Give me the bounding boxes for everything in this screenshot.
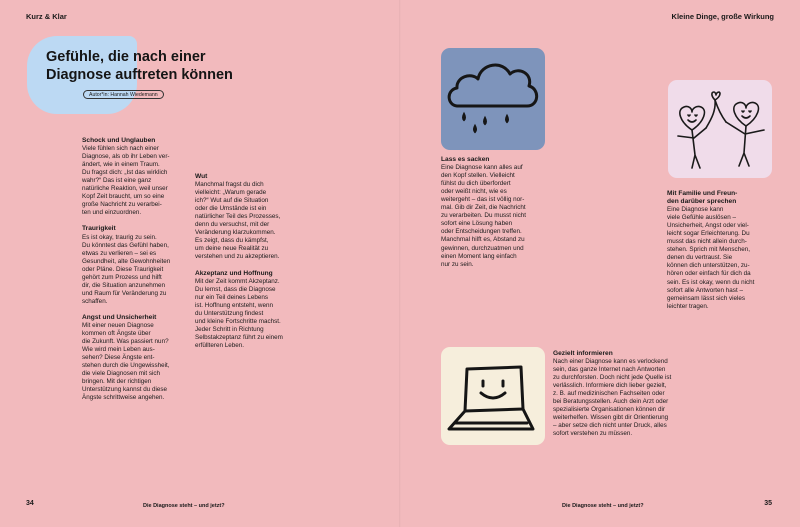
text-line: oder die Umstände ist ein — [195, 205, 267, 213]
text-line: Du könntest das Gefühl haben, — [82, 241, 169, 249]
text-line: Du fragst dich: „Ist das wirklich — [82, 169, 168, 177]
text-line: viele Gefühle auslösen – — [667, 214, 736, 222]
text-line: – aber setze dich nicht unter Druck, alles — [553, 422, 667, 430]
text-line: fühlst du dich überfordert — [441, 180, 511, 188]
text-line: stehen. Sprich mit Menschen, — [667, 246, 750, 254]
raindrop — [506, 116, 508, 122]
text-line: Unsicherheit, Angst oder viel- — [667, 222, 749, 230]
text-line: sofort eine Lösung haben — [441, 220, 513, 228]
section-body — [553, 358, 703, 438]
text-line: natürlicher Teil des Prozesses, — [195, 213, 281, 221]
section-body — [195, 181, 305, 261]
text-line: Wie wird mein Leben aus- — [82, 346, 155, 354]
text-line: gemeinsam lässt sich vieles — [667, 294, 746, 302]
text-line: den Kopf stellen. Vielleicht — [441, 172, 515, 180]
text-line: einen Moment lang einfach — [441, 252, 517, 260]
text-line: Mit der Zeit kommt Akzeptanz. — [195, 277, 280, 285]
text-line: nur ein Teil deines Lebens — [195, 293, 269, 301]
column-right-2 — [667, 190, 775, 319]
text-line: oder Pläne. Diese Traurigkeit — [82, 265, 164, 273]
text-line: etwas zu verlieren – sei es — [82, 249, 157, 257]
text-line: bringen. Mit der richtigen — [82, 378, 152, 386]
text-line: Mit einer neuen Diagnose — [82, 321, 154, 329]
smiling-laptop-icon — [441, 347, 545, 445]
cloud-illustration — [441, 48, 545, 150]
rain-cloud-icon — [441, 48, 545, 150]
text-line: Es zeigt, dass du kämpfst, — [195, 237, 269, 245]
section-body — [195, 278, 305, 350]
text-line: Kopf Zeit braucht, um so eine — [82, 193, 165, 201]
section-heading: Angst und Unsicherheit — [82, 313, 157, 321]
text-line: spezialisierte Organisationen können dir — [553, 406, 666, 414]
text-line: dir, die Situation anzunehmen — [82, 281, 165, 289]
text-line: verlässlich. Informiere dich lieber gezielt, — [553, 382, 667, 390]
section-body — [82, 234, 192, 306]
footer-text-left: Die Diagnose steht – und jetzt? — [143, 503, 225, 509]
text-line: mal. Gib dir Zeit, die Nachricht — [441, 204, 526, 212]
text-line: zu verarbeiten. Du musst nicht — [441, 212, 527, 220]
raindrop — [484, 118, 486, 124]
text-line: sofort alle Antworten hast – — [667, 286, 743, 294]
text-line: um deine neue Realität zu — [195, 245, 269, 253]
text-line: du Unterstützung findest — [195, 309, 264, 317]
text-line: zu durchforsten. Doch nicht jede Quelle ist — [553, 374, 672, 382]
text-line: große Nachricht zu verarbei- — [82, 201, 162, 209]
section-heading: Gezielt informieren — [553, 350, 613, 357]
text-line: nur zu sein. — [441, 260, 474, 268]
section-heading: Traurigkeit — [82, 225, 116, 233]
text-line: sein. Es ist okay, wenn du nicht — [667, 278, 755, 286]
text-line: natürliche Reaktion, weil unser — [82, 185, 168, 193]
text-line: gehört zum Prozess und hilft — [82, 273, 162, 281]
text-line: Eine Diagnose kann — [667, 206, 724, 214]
text-line: ist. Hoffnung entsteht, wenn — [195, 301, 273, 309]
author-badge: Autor*in: Hannah Wiedemann — [83, 90, 164, 99]
running-head-right: Kleine Dinge, große Wirkung — [671, 12, 774, 21]
text-line: Gesundheit, alte Gewohnheiten — [82, 257, 171, 265]
text-line: z. B. auf medizinischen Fachseiten oder — [553, 390, 665, 398]
title-line: Gefühle, die nach einer — [46, 49, 206, 65]
text-line: hören oder einfach für dich da — [667, 270, 751, 278]
text-line: verstehen und zu akzeptieren. — [195, 253, 280, 261]
text-line: die Zukunft. Was passiert nun? — [82, 338, 169, 346]
section-heading: Lass es sacken — [441, 156, 490, 163]
text-line: denen du vertraust. Sie — [667, 254, 733, 262]
text-line: vielleicht: „Warum gerade — [195, 189, 267, 197]
text-line: ändert, wie in einem Traum. — [82, 161, 160, 169]
text-line: Selbstakzeptanz führt zu einem — [195, 333, 283, 341]
page-gutter — [399, 0, 401, 527]
text-line: Manchmal fragst du dich — [195, 181, 264, 189]
hearts-illustration — [668, 80, 772, 178]
text-line: Diagnose, als ob ihr Leben ver- — [82, 153, 170, 161]
text-line: Nach einer Diagnose kann es verlockend — [553, 358, 668, 366]
section-angst — [82, 314, 192, 403]
text-line: oder Entscheidungen treffen. — [441, 228, 522, 236]
text-line: denn du versuchst, mit der — [195, 221, 270, 229]
text-line: Du lernst, dass die Diagnose — [195, 285, 276, 293]
text-line: Manchmal hilft es, Abstand zu — [441, 236, 525, 244]
text-line: leicht sogar Erleichterung. Du — [667, 230, 750, 238]
column-right-3 — [553, 350, 703, 447]
text-line: weiterhelfen. Wissen gibt dir Orientierung — [553, 414, 669, 422]
section-informieren — [553, 350, 703, 439]
text-line: stehen durch die Ungewissheit, — [82, 362, 170, 370]
text-line: Ängste schrittweise angehen. — [82, 394, 165, 402]
text-line: wahr?“ Das ist eine ganz — [82, 177, 152, 185]
section-heading — [667, 190, 775, 206]
column-left-1 — [82, 137, 192, 410]
section-body — [667, 206, 775, 311]
text-line: ich?“ Wut auf die Situation — [195, 197, 269, 205]
text-line: Eine Diagnose kann alles auf — [441, 164, 523, 172]
text-line: weitergeht – das ist völlig nor- — [441, 196, 525, 204]
section-body — [82, 322, 192, 402]
section-wut — [195, 173, 305, 262]
text-line: Veränderung klarzukommen. — [195, 229, 276, 237]
text-line: musst das nicht allein durch- — [667, 238, 747, 246]
text-line: schaffen. — [82, 297, 108, 305]
running-head-left: Kurz & Klar — [26, 12, 67, 21]
text-line: bei Beratungsstellen. Auch dein Arzt oder — [553, 398, 669, 406]
title-line: Diagnose auftreten können — [46, 66, 233, 83]
text-line: Jeder Schritt in Richtung — [195, 325, 264, 333]
text-line: Unterstützung kannst du diese — [82, 386, 168, 394]
section-schock — [82, 137, 192, 217]
heading-line: den darüber sprechen — [667, 198, 737, 206]
text-line: leichter tragen. — [667, 302, 709, 310]
text-line: oder weißt nicht, wie es — [441, 188, 507, 196]
text-line: die viele Diagnosen mit sich — [82, 370, 161, 378]
section-traurigkeit — [82, 225, 192, 305]
section-heading: Akzeptanz und Hoffnung — [195, 269, 273, 277]
raindrop — [474, 126, 476, 132]
text-line: sofort verstehen zu müssen. — [553, 430, 633, 438]
text-line: können dich unterstützen, zu- — [667, 262, 750, 270]
section-familie — [667, 190, 775, 311]
column-right-1 — [441, 156, 547, 277]
footer-text-right: Die Diagnose steht – und jetzt? — [562, 503, 644, 509]
text-line: sein, das ganze Internet nach Antworten — [553, 366, 666, 374]
section-akzeptanz — [195, 270, 305, 350]
laptop-illustration — [441, 347, 545, 445]
text-line: sehen? Diese Ängste ent- — [82, 354, 155, 362]
section-heading: Schock und Unglauben — [82, 137, 156, 144]
text-line: Es ist okay, traurig zu sein. — [82, 233, 157, 241]
column-left-2 — [195, 173, 305, 358]
section-sacken — [441, 156, 547, 269]
section-body — [82, 145, 192, 217]
text-line: erfüllteren Leben. — [195, 341, 245, 349]
text-line: ten und einzuordnen. — [82, 209, 142, 217]
text-line: und Raum für Veränderung zu — [82, 289, 167, 297]
text-line: gewinnen, durchzuatmen und — [441, 244, 524, 252]
article-title — [46, 49, 233, 84]
heading-line: Mit Familie und Freun- — [667, 190, 738, 197]
heart-people-icon — [668, 80, 772, 178]
text-line: und kleine Fortschritte machst. — [195, 317, 281, 325]
text-line: kommen oft Ängste über — [82, 330, 151, 338]
raindrop — [463, 114, 465, 120]
text-line: Viele fühlen sich nach einer — [82, 145, 159, 153]
page-number-left: 34 — [26, 500, 34, 507]
section-body — [441, 164, 547, 269]
section-heading: Wut — [195, 173, 208, 180]
page-number-right: 35 — [764, 500, 772, 507]
